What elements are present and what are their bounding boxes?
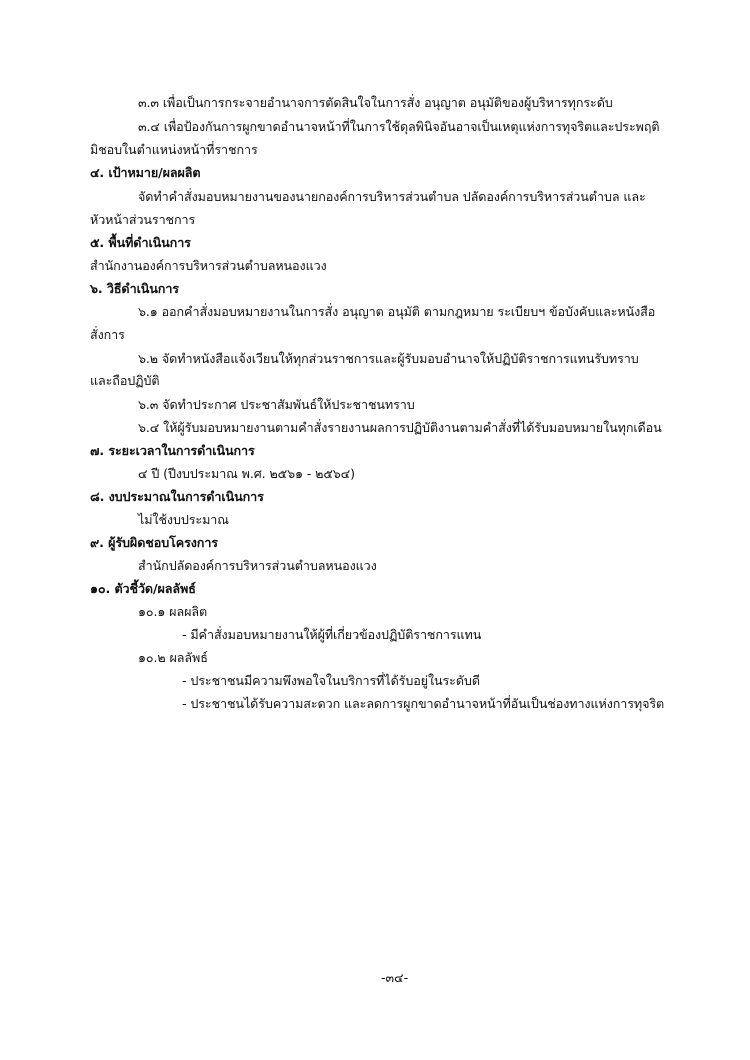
section-7-heading: ๗. ระยะเวลาในการดำเนินการ <box>90 443 255 458</box>
item-6-3: ๖.๓ จัดทำประกาศ ประชาสัมพันธ์ให้ประชาชนทราบ <box>138 397 415 412</box>
section-4-heading: ๔. เป้าหมาย/ผลผลิต <box>90 165 201 180</box>
item-6-2-cont: และถือปฏิบัติ <box>90 373 160 388</box>
para-3-3: ๓.๓ เพื่อเป็นการกระจายอำนาจการตัดสินใจในการสั่ง อนุญาต อนุมัติของผู้บริหารทุกระดับ <box>138 95 613 110</box>
item-10-1: ๑๐.๑ ผลผลิต <box>138 604 208 619</box>
page-number: -๓๔- <box>381 970 409 985</box>
section-10-heading: ๑๐. ตัวชี้วัด/ผลลัพธ์ <box>90 581 196 596</box>
item-10-2-bullet-2: - ประชาชนได้รับความสะดวก และลดการผูกขาดอำนาจหน้าที่อันเป็นช่องทางแห่งการทุจริต <box>182 696 665 711</box>
item-10-2: ๑๐.๒ ผลลัพธ์ <box>138 650 208 665</box>
section-7-text: ๔ ปี (ปีงบประมาณ พ.ศ. ๒๕๖๑ - ๒๕๖๔) <box>138 466 355 481</box>
item-10-2-bullet-1: - ประชาชนมีความพึงพอใจในบริการที่ได้รับอยู่ในระดับดี <box>182 673 480 688</box>
item-6-2: ๖.๒ จัดทำหนังสือแจ้งเวียนให้ทุกส่วนราชการและผู้รับมอบอำนาจให้ปฏิบัติราชการแทนรับทราบ <box>138 351 639 366</box>
section-8-heading: ๘. งบประมาณในการดำเนินการ <box>90 489 264 504</box>
section-4-text: จัดทำคำสั่งมอบหมายงานของนายกองค์การบริหารส่วนตำบล ปลัดองค์การบริหารส่วนตำบล และ <box>138 189 646 204</box>
para-3-4-cont: มิชอบในตำแหน่งหน้าที่ราชการ <box>90 142 258 157</box>
para-3-4: ๓.๔ เพื่อป้องกันการผูกขาดอำนาจหน้าที่ในการใช้ดุลพินิจอันอาจเป็นเหตุแห่งการทุจริตและประพฤติ <box>138 119 660 134</box>
section-9-heading: ๙. ผู้รับผิดชอบโครงการ <box>90 535 218 550</box>
section-8-text: ไม่ใช้งบประมาณ <box>138 512 229 527</box>
item-6-4: ๖.๔ ให้ผู้รับมอบหมายงานตามคำสั่งรายงานผลการปฏิบัติงานตามคำสั่งที่ได้รับมอบหมายในทุกเดือน <box>138 420 662 435</box>
item-6-1-cont: สั่งการ <box>90 327 125 342</box>
section-5-text: สำนักงานองค์การบริหารส่วนตำบลหนองแวง <box>90 258 327 273</box>
section-5-heading: ๕. พื้นที่ดำเนินการ <box>90 235 191 250</box>
section-4-text-cont: หัวหน้าส่วนราชการ <box>90 212 196 227</box>
section-9-text: สำนักปลัดองค์การบริหารส่วนตำบลหนองแวง <box>138 558 377 573</box>
item-6-1: ๖.๑ ออกคำสั่งมอบหมายงานในการสั่ง อนุญาต อนุมัติ ตามกฎหมาย ระเบียบฯ ข้อบังคับและหนังสือ <box>138 304 656 319</box>
item-10-1-bullet: - มีคำสั่งมอบหมายงานให้ผู้ที่เกี่ยวข้องปฏิบัติราชการแทน <box>182 627 482 642</box>
section-6-heading: ๖. วิธีดำเนินการ <box>90 281 179 296</box>
